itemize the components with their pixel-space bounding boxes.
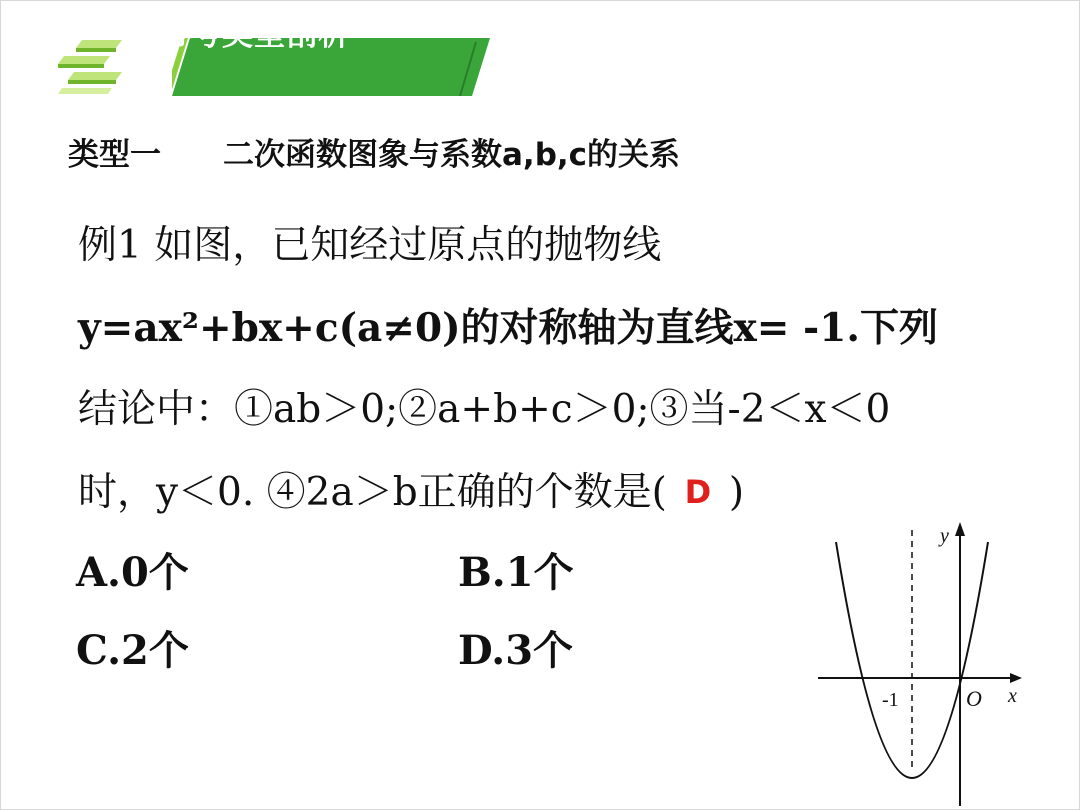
answer-text: D	[684, 473, 712, 511]
question-line-4-close: )	[728, 470, 745, 515]
stacked-books-icon	[52, 32, 132, 102]
y-axis-label: y	[940, 525, 949, 547]
option-b: B.1个	[458, 549, 574, 596]
y-axis-arrow	[955, 522, 965, 536]
option-c: C.2个	[76, 627, 189, 674]
question-line-2: y=ax²+bx+c(a≠0)的对称轴为直线x= -1.下列	[78, 305, 938, 351]
tick-label-minus-1: -1	[882, 689, 899, 711]
parabola-graph	[812, 516, 1028, 808]
option-a: A.0个	[76, 549, 189, 596]
banner-title: 常考类型剖析	[158, 17, 350, 53]
question-line-4-text: 时，y＜0. ④2a＞b正确的个数是(	[78, 470, 667, 515]
question-line-3: 结论中：①ab＞0;②a+b+c＞0;③当-2＜x＜0	[78, 387, 891, 432]
question-line-1: 例1 如图，已知经过原点的抛物线	[78, 223, 662, 268]
origin-label: O	[966, 686, 982, 711]
x-axis-label: x	[1008, 685, 1017, 707]
type-title: 二次函数图象与系数a,b,c的关系	[223, 137, 681, 173]
x-axis-arrow	[1010, 673, 1022, 683]
question-line-4	[78, 464, 744, 520]
type-label: 类型一	[68, 137, 161, 173]
type-heading	[68, 132, 680, 178]
option-d: D.3个	[458, 627, 574, 674]
